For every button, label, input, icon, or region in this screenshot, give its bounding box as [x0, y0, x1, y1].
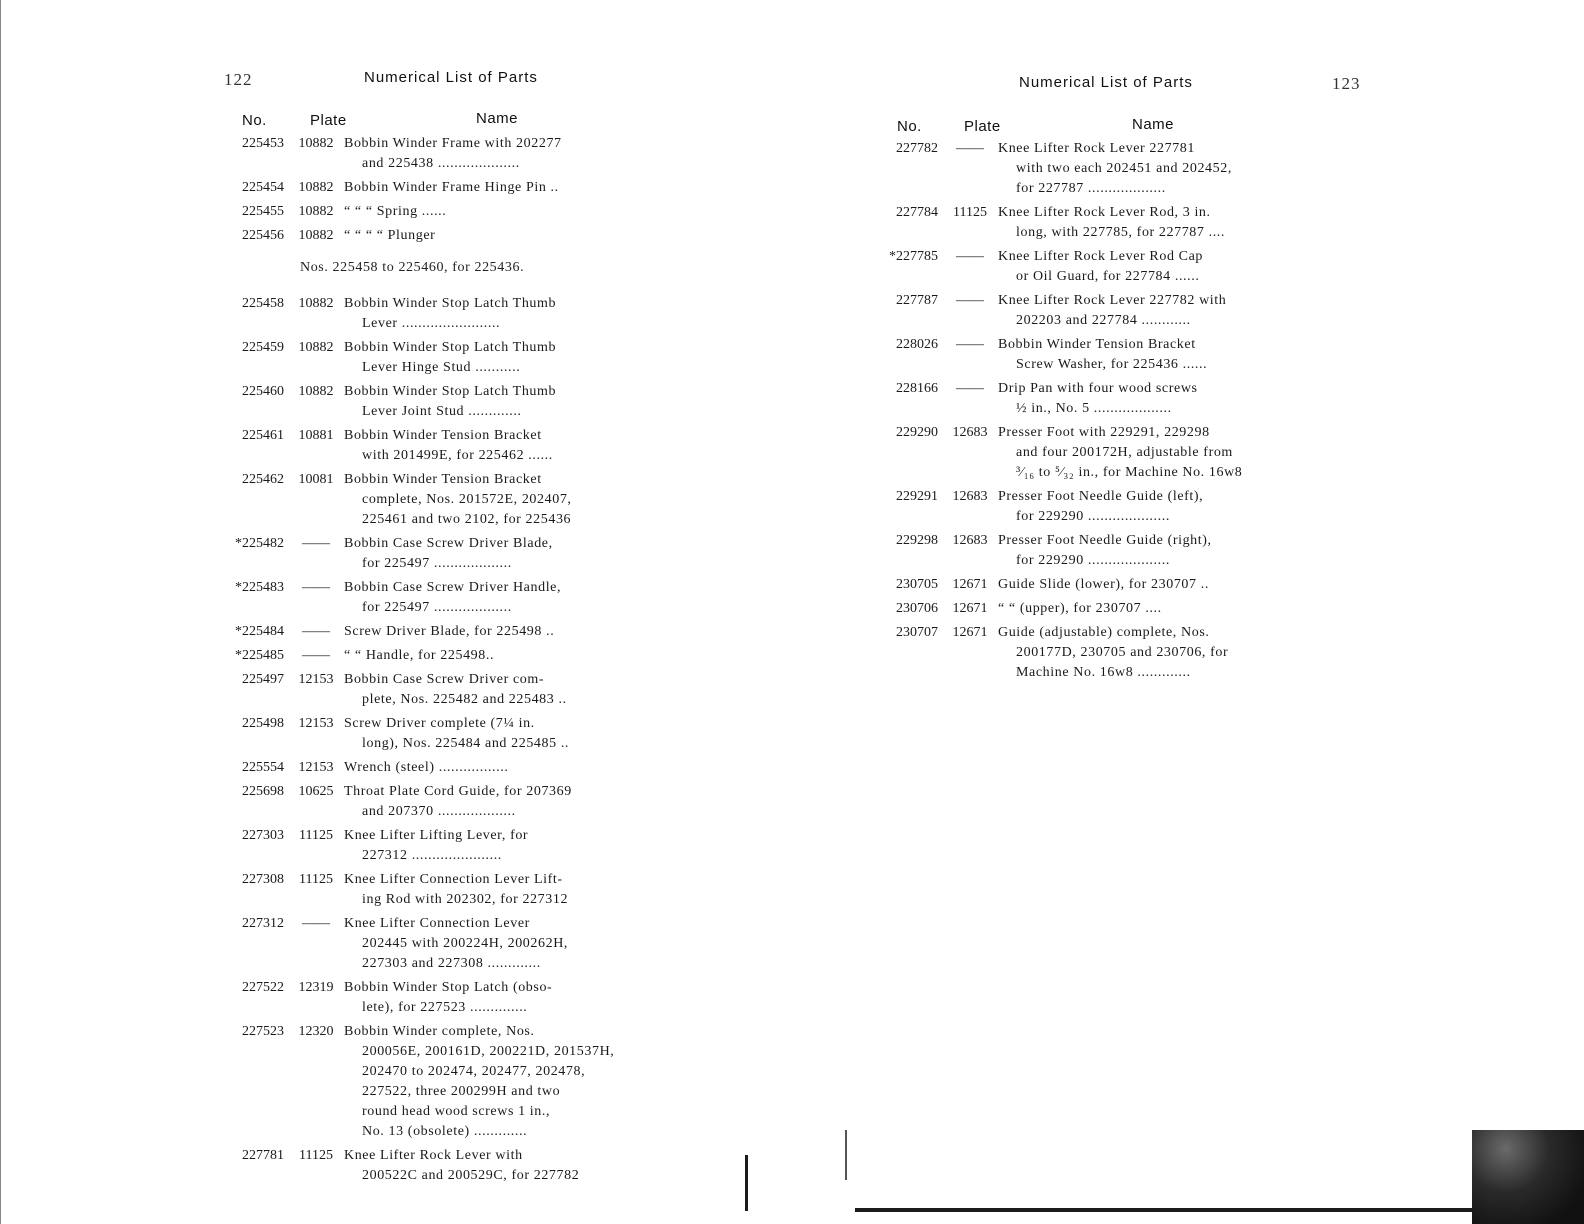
- part-name: [998, 623, 1324, 683]
- part-name-line: Bobbin Winder Stop Latch Thumb: [344, 384, 557, 399]
- part-name-line: Knee Lifter Rock Lever with: [344, 1148, 523, 1163]
- part-name-line: 227303 and 227308 .............: [362, 956, 541, 971]
- part-name-line: Presser Foot with 229291, 229298: [998, 425, 1210, 440]
- part-number: 225459: [242, 340, 284, 355]
- part-name-line: Throat Plate Cord Guide, for 207369: [344, 784, 572, 799]
- parts-list: [210, 134, 670, 1190]
- parts-group: [210, 134, 670, 246]
- part-number: 230707: [896, 625, 938, 640]
- part-name-line: Presser Foot Needle Guide (left),: [998, 489, 1204, 504]
- part-name-line: 225461 and two 2102, for 225436: [362, 512, 572, 527]
- part-row: [864, 599, 1324, 619]
- part-name: [344, 470, 670, 530]
- part-row: [210, 1146, 670, 1186]
- part-row: [210, 338, 670, 378]
- part-name-line: Guide (adjustable) complete, Nos.: [998, 625, 1210, 640]
- scan-dark-corner: [1472, 1130, 1584, 1224]
- plate-number: 12153: [298, 716, 334, 731]
- parts-group: [210, 294, 670, 1186]
- plate-number: 12683: [952, 489, 988, 504]
- part-name-line: 227522, three 200299H and two: [362, 1084, 561, 1099]
- part-name: [998, 203, 1324, 243]
- part-row: [864, 531, 1324, 571]
- section-note: Nos. 225458 to 225460, for 225436.: [300, 260, 525, 275]
- plate-number: 12671: [952, 625, 988, 640]
- part-row: [210, 714, 670, 754]
- part-name: [998, 531, 1324, 571]
- plate-number: ——: [956, 293, 984, 308]
- part-name-line: 202470 to 202474, 202477, 202478,: [362, 1064, 586, 1079]
- plate-number: ——: [302, 916, 330, 931]
- plate-number: ——: [302, 648, 330, 663]
- part-number: 227523: [242, 1024, 284, 1039]
- part-name: [998, 599, 1324, 619]
- part-name: [344, 978, 670, 1018]
- part-row: [864, 575, 1324, 595]
- part-name-line: 200522C and 200529C, for 227782: [362, 1168, 580, 1183]
- plate-number: 11125: [299, 872, 333, 887]
- part-number: *225485: [235, 648, 284, 663]
- part-name-line: and 207370 ...................: [362, 804, 516, 819]
- page-number: 123: [1332, 74, 1361, 93]
- part-name-line: long, with 227785, for 227787 ....: [1016, 225, 1226, 240]
- part-name-line: for 229290 ....................: [1016, 553, 1170, 568]
- part-name: [344, 914, 670, 974]
- part-row: [210, 782, 670, 822]
- plate-number: 10081: [298, 472, 334, 487]
- part-name-line: “ “ Handle, for 225498..: [344, 648, 495, 663]
- part-row: [864, 423, 1324, 483]
- plate-number: 10882: [298, 228, 334, 243]
- part-row: [210, 978, 670, 1018]
- part-name-line: Bobbin Winder Tension Bracket: [344, 428, 542, 443]
- part-name-line: complete, Nos. 201572E, 202407,: [362, 492, 572, 507]
- part-number: *227785: [889, 249, 938, 264]
- plate-number: 11125: [299, 828, 333, 843]
- plate-number: 12671: [952, 577, 988, 592]
- part-name: [344, 714, 670, 754]
- plate-number: 10625: [298, 784, 334, 799]
- part-name: [344, 1022, 670, 1142]
- part-number: 230705: [896, 577, 938, 592]
- page-number: 122: [224, 70, 253, 89]
- plate-number: 12683: [952, 533, 988, 548]
- part-name: [344, 426, 670, 466]
- column-header-no: No.: [242, 112, 267, 129]
- part-name-line: plete, Nos. 225482 and 225483 ..: [362, 692, 567, 707]
- part-name: [344, 294, 670, 334]
- part-name-line: Knee Lifter Rock Lever 227782 with: [998, 293, 1227, 308]
- page-edge-line: [0, 0, 1, 1224]
- part-name-line: 227312 ......................: [362, 848, 502, 863]
- part-name-line: No. 13 (obsolete) .............: [362, 1124, 528, 1139]
- part-number: *225483: [235, 580, 284, 595]
- part-name: [998, 423, 1324, 483]
- part-name-line: Bobbin Winder Tension Bracket: [344, 472, 542, 487]
- part-name-line: Lever ........................: [362, 316, 501, 331]
- part-row: [210, 178, 670, 198]
- part-row: [864, 139, 1324, 199]
- part-number: 227303: [242, 828, 284, 843]
- part-number: 229291: [896, 489, 938, 504]
- part-name-line: Wrench (steel) .................: [344, 760, 509, 775]
- running-head: Numerical List of Parts: [1019, 74, 1193, 91]
- parts-list: [864, 139, 1324, 687]
- part-name: [344, 670, 670, 710]
- part-name-line: 200056E, 200161D, 200221D, 201537H,: [362, 1044, 615, 1059]
- part-row: [210, 382, 670, 422]
- part-name-line: round head wood screws 1 in.,: [362, 1104, 551, 1119]
- plate-number: 10882: [298, 180, 334, 195]
- parts-group: [864, 139, 1324, 683]
- part-name-line: Bobbin Case Screw Driver Handle,: [344, 580, 562, 595]
- plate-number: 12319: [298, 980, 334, 995]
- part-name: [998, 291, 1324, 331]
- plate-number: ——: [956, 337, 984, 352]
- part-row: [210, 670, 670, 710]
- plate-number: 12153: [298, 760, 334, 775]
- part-name-line: ½ in., No. 5 ...................: [1016, 401, 1172, 416]
- part-number: 225698: [242, 784, 284, 799]
- part-name-line: for 225497 ...................: [362, 600, 512, 615]
- part-name: [344, 1146, 670, 1186]
- part-name-line: Knee Lifter Connection Lever Lift-: [344, 872, 563, 887]
- part-name-line: Bobbin Winder complete, Nos.: [344, 1024, 535, 1039]
- part-name-line: Knee Lifter Rock Lever Rod, 3 in.: [998, 205, 1211, 220]
- part-row: [864, 623, 1324, 683]
- part-name: [344, 338, 670, 378]
- part-name-line: Bobbin Winder Frame Hinge Pin ..: [344, 180, 559, 195]
- part-name-line: Bobbin Winder Tension Bracket: [998, 337, 1196, 352]
- part-number: 225453: [242, 136, 284, 151]
- part-name-line: for 227787 ...................: [1016, 181, 1166, 196]
- scan-artifact: [745, 1155, 748, 1211]
- part-name-line: or Oil Guard, for 227784 ......: [1016, 269, 1200, 284]
- part-row: [210, 578, 670, 618]
- part-name: [998, 335, 1324, 375]
- part-row: [210, 1022, 670, 1142]
- part-name-line: with 201499E, for 225462 ......: [362, 448, 553, 463]
- part-number: 228026: [896, 337, 938, 352]
- part-row: [210, 294, 670, 334]
- part-number: 225460: [242, 384, 284, 399]
- plate-number: 10882: [298, 340, 334, 355]
- plate-number: 12320: [298, 1024, 334, 1039]
- part-row: [210, 226, 670, 246]
- part-name: [344, 622, 670, 642]
- plate-number: ——: [956, 249, 984, 264]
- plate-number: ——: [956, 381, 984, 396]
- part-name-line: Screw Driver Blade, for 225498 ..: [344, 624, 555, 639]
- part-number: 225458: [242, 296, 284, 311]
- part-name-line: with two each 202451 and 202452,: [1016, 161, 1232, 176]
- running-head: Numerical List of Parts: [364, 69, 538, 86]
- part-name-line: long), Nos. 225484 and 225485 ..: [362, 736, 570, 751]
- part-name-line: Knee Lifter Connection Lever: [344, 916, 530, 931]
- plate-number: ——: [956, 141, 984, 156]
- part-name: [344, 534, 670, 574]
- part-name-line: Knee Lifter Rock Lever 227781: [998, 141, 1196, 156]
- plate-number: ——: [302, 536, 330, 551]
- part-number: 225498: [242, 716, 284, 731]
- part-row: [864, 291, 1324, 331]
- part-name: [998, 487, 1324, 527]
- part-row: [210, 134, 670, 174]
- part-number: 227781: [242, 1148, 284, 1163]
- part-row: [210, 646, 670, 666]
- part-number: 230706: [896, 601, 938, 616]
- part-name-line: Bobbin Winder Stop Latch (obso-: [344, 980, 553, 995]
- part-name: [998, 575, 1324, 595]
- plate-number: 12683: [952, 425, 988, 440]
- part-number: 225455: [242, 204, 284, 219]
- part-name-line: Knee Lifter Rock Lever Rod Cap: [998, 249, 1203, 264]
- plate-number: 10882: [298, 296, 334, 311]
- part-number: *225482: [235, 536, 284, 551]
- part-name-line: Knee Lifter Lifting Lever, for: [344, 828, 529, 843]
- right-page: [792, 0, 1584, 1224]
- part-name-line: Bobbin Winder Frame with 202277: [344, 136, 562, 151]
- part-name: [998, 139, 1324, 199]
- part-number: 227312: [242, 916, 284, 931]
- part-row: [864, 487, 1324, 527]
- part-name-line: 202203 and 227784 ............: [1016, 313, 1191, 328]
- part-row: [864, 203, 1324, 243]
- plate-number: 10882: [298, 136, 334, 151]
- part-name-line: 200177D, 230705 and 230706, for: [1016, 645, 1229, 660]
- part-name-line: Drip Pan with four wood screws: [998, 381, 1198, 396]
- part-name-line: lete), for 227523 ..............: [362, 1000, 528, 1015]
- column-header-plate: Plate: [310, 112, 347, 129]
- part-name-line: Guide Slide (lower), for 230707 ..: [998, 577, 1209, 592]
- part-number: 225497: [242, 672, 284, 687]
- part-number: 225462: [242, 472, 284, 487]
- part-name-line: “ “ “ “ Plunger: [344, 228, 436, 243]
- plate-number: ——: [302, 624, 330, 639]
- part-row: [210, 470, 670, 530]
- column-header-no: No.: [897, 118, 922, 135]
- part-row: [210, 758, 670, 778]
- plate-number: 11125: [299, 1148, 333, 1163]
- plate-number: 10881: [298, 428, 334, 443]
- part-row: [210, 622, 670, 642]
- part-name-line: ing Rod with 202302, for 227312: [362, 892, 569, 907]
- part-number: 225454: [242, 180, 284, 195]
- part-name-line: for 229290 ....................: [1016, 509, 1170, 524]
- part-number: 225456: [242, 228, 284, 243]
- part-name-line: and 225438 ....................: [362, 156, 520, 171]
- part-number: 225554: [242, 760, 284, 775]
- part-row: [210, 826, 670, 866]
- part-name-line: Bobbin Case Screw Driver Blade,: [344, 536, 553, 551]
- part-name-line: ³⁄₁₆ to ⁵⁄₃₂ in., for Machine No. 16w8: [1016, 465, 1243, 480]
- scan-edge-rule: [855, 1208, 1555, 1212]
- part-name-line: “ “ (upper), for 230707 ....: [998, 601, 1162, 616]
- part-name-line: 202445 with 200224H, 200262H,: [362, 936, 569, 951]
- part-number: 229290: [896, 425, 938, 440]
- plate-number: 10882: [298, 384, 334, 399]
- scan-artifact: [845, 1130, 847, 1180]
- part-name-line: Bobbin Winder Stop Latch Thumb: [344, 340, 557, 355]
- part-name: [344, 202, 670, 222]
- part-name: [344, 178, 670, 198]
- plate-number: 10882: [298, 204, 334, 219]
- part-number: 229298: [896, 533, 938, 548]
- column-header-name: Name: [476, 110, 519, 127]
- part-row: [864, 379, 1324, 419]
- part-name-line: and four 200172H, adjustable from: [1016, 445, 1233, 460]
- part-row: [210, 534, 670, 574]
- part-name-line: Machine No. 16w8 .............: [1016, 665, 1191, 680]
- part-name: [998, 247, 1324, 287]
- part-number: 227308: [242, 872, 284, 887]
- column-header-name: Name: [1132, 116, 1175, 133]
- part-number: 227787: [896, 293, 938, 308]
- part-name-line: Screw Washer, for 225436 ......: [1016, 357, 1208, 372]
- part-row: [864, 247, 1324, 287]
- part-number: *225484: [235, 624, 284, 639]
- plate-number: 12671: [952, 601, 988, 616]
- part-name: [344, 758, 670, 778]
- part-name: [998, 379, 1324, 419]
- part-number: 227522: [242, 980, 284, 995]
- part-name: [344, 782, 670, 822]
- part-name: [344, 134, 670, 174]
- part-name-line: Lever Joint Stud .............: [362, 404, 522, 419]
- part-number: 227782: [896, 141, 938, 156]
- part-row: [210, 202, 670, 222]
- column-header-plate: Plate: [964, 118, 1001, 135]
- part-number: 227784: [896, 205, 938, 220]
- plate-number: 11125: [953, 205, 987, 220]
- part-row: [210, 914, 670, 974]
- part-name-line: “ “ “ Spring ......: [344, 204, 447, 219]
- part-name-line: Presser Foot Needle Guide (right),: [998, 533, 1212, 548]
- part-name-line: for 225497 ...................: [362, 556, 512, 571]
- plate-number: 12153: [298, 672, 334, 687]
- part-name: [344, 870, 670, 910]
- part-name: [344, 578, 670, 618]
- part-row: [210, 870, 670, 910]
- part-row: [210, 426, 670, 466]
- part-name-line: Bobbin Winder Stop Latch Thumb: [344, 296, 557, 311]
- part-name: [344, 226, 670, 246]
- part-name: [344, 826, 670, 866]
- part-name: [344, 646, 670, 666]
- part-name-line: Bobbin Case Screw Driver com-: [344, 672, 545, 687]
- part-name-line: Lever Hinge Stud ...........: [362, 360, 521, 375]
- part-number: 228166: [896, 381, 938, 396]
- plate-number: ——: [302, 580, 330, 595]
- part-row: [864, 335, 1324, 375]
- part-name: [344, 382, 670, 422]
- part-number: 225461: [242, 428, 284, 443]
- part-name-line: Screw Driver complete (7¼ in.: [344, 716, 535, 731]
